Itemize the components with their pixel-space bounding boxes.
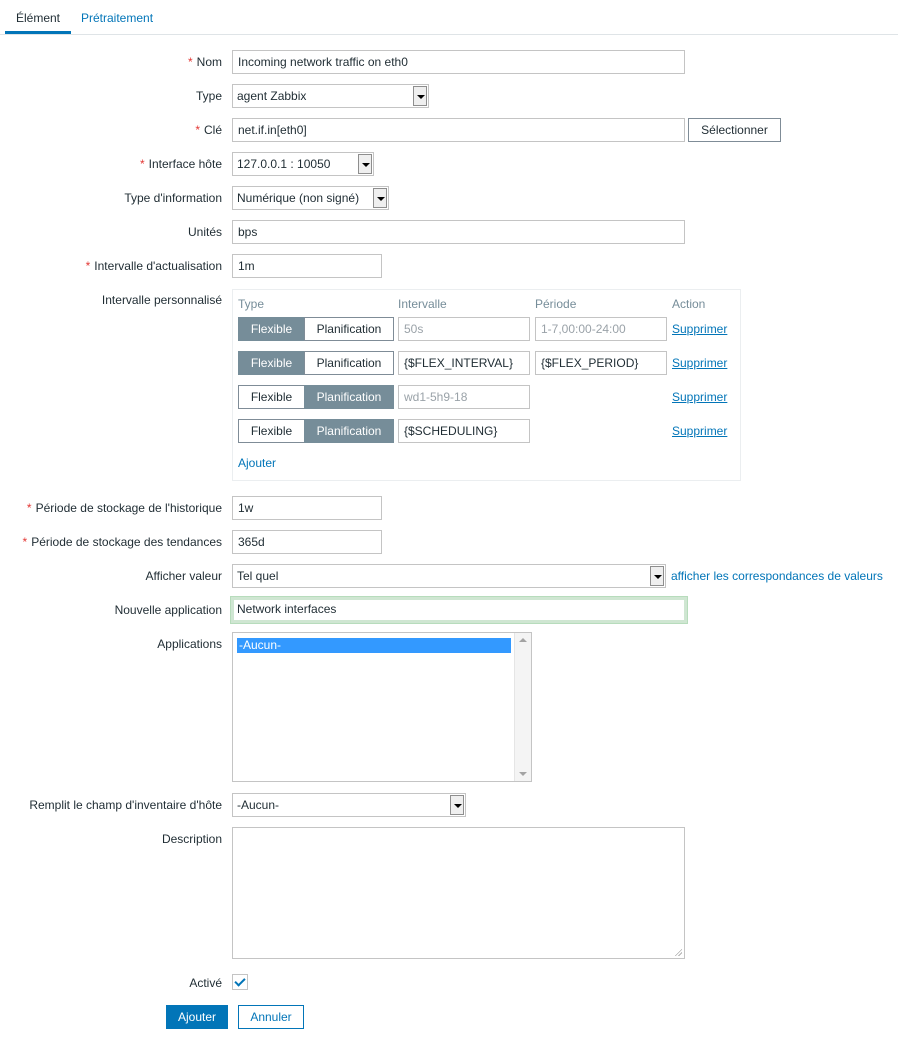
custom-intervals-table bbox=[232, 289, 741, 481]
resize-grip-icon[interactable] bbox=[674, 948, 682, 956]
flexible-toggle[interactable]: Flexible bbox=[238, 385, 305, 409]
key-input[interactable]: net.if.in[eth0] bbox=[232, 118, 685, 142]
value-mappings-link[interactable]: afficher les correspondances de valeurs bbox=[671, 569, 883, 583]
required-marker: * bbox=[85, 259, 91, 273]
type-select-value: agent Zabbix bbox=[237, 89, 307, 103]
applications-label: Applications bbox=[157, 637, 222, 651]
history-label-text: Période de stockage de l'historique bbox=[35, 501, 222, 515]
scroll-up-icon[interactable] bbox=[519, 638, 527, 642]
enabled-label: Activé bbox=[189, 976, 222, 990]
name-label-text: Nom bbox=[196, 55, 222, 69]
column-header-period: Période bbox=[535, 297, 577, 311]
inventory-select[interactable] bbox=[232, 793, 466, 817]
info-type-select[interactable] bbox=[232, 186, 389, 210]
update-interval-label bbox=[86, 258, 222, 274]
scheduling-toggle[interactable]: Planification bbox=[304, 385, 394, 409]
show-value-select[interactable] bbox=[232, 564, 666, 588]
add-interval-link[interactable]: Ajouter bbox=[238, 456, 277, 470]
new-application-label: Nouvelle application bbox=[114, 603, 222, 617]
description-textarea[interactable] bbox=[232, 827, 685, 959]
interval-input[interactable]: wd1-5h9-18 bbox=[398, 385, 530, 409]
interface-label-text: Interface hôte bbox=[148, 157, 222, 171]
history-label bbox=[27, 500, 222, 516]
required-marker: * bbox=[26, 501, 32, 515]
tab-bar bbox=[0, 0, 898, 35]
name-label bbox=[188, 54, 222, 70]
required-marker: * bbox=[195, 123, 200, 137]
interface-select[interactable] bbox=[232, 152, 374, 176]
remove-link[interactable]: Supprimer bbox=[672, 390, 728, 404]
trends-input[interactable]: 365d bbox=[232, 530, 382, 554]
chevron-down-icon bbox=[413, 86, 427, 106]
required-marker: * bbox=[187, 55, 193, 69]
flexible-toggle[interactable]: Flexible bbox=[238, 351, 305, 375]
show-value-label: Afficher valeur bbox=[145, 569, 222, 583]
flexible-toggle[interactable]: Flexible bbox=[238, 317, 305, 341]
key-label bbox=[195, 122, 222, 138]
trends-label bbox=[23, 534, 222, 550]
remove-link[interactable]: Supprimer bbox=[672, 424, 728, 438]
column-header-type: Type bbox=[238, 297, 265, 311]
remove-link[interactable]: Supprimer bbox=[672, 322, 728, 336]
chevron-down-icon bbox=[358, 154, 372, 174]
scrollbar[interactable] bbox=[514, 633, 531, 781]
history-input[interactable]: 1w bbox=[232, 496, 382, 520]
key-label-text: Clé bbox=[203, 123, 222, 137]
interval-input[interactable]: {$FLEX_INTERVAL} bbox=[398, 351, 530, 375]
info-type-select-value: Numérique (non signé) bbox=[237, 191, 360, 205]
cancel-button[interactable]: Annuler bbox=[238, 1005, 304, 1029]
period-input[interactable]: 1-7,00:00-24:00 bbox=[535, 317, 667, 341]
units-label: Unités bbox=[187, 225, 222, 239]
flexible-toggle[interactable]: Flexible bbox=[238, 419, 305, 443]
required-marker: * bbox=[22, 535, 28, 549]
show-value-select-value: Tel quel bbox=[237, 569, 279, 583]
scheduling-toggle[interactable]: Planification bbox=[304, 351, 394, 375]
period-input[interactable]: {$FLEX_PERIOD} bbox=[535, 351, 667, 375]
select-key-button[interactable]: Sélectionner bbox=[688, 118, 781, 142]
add-button[interactable]: Ajouter bbox=[166, 1005, 228, 1029]
type-label: Type bbox=[195, 89, 222, 103]
description-label: Description bbox=[161, 832, 222, 846]
interface-select-value: 127.0.0.1 : 10050 bbox=[237, 157, 331, 171]
inventory-label: Remplit le champ d'inventaire d'hôte bbox=[29, 798, 222, 812]
scheduling-toggle[interactable]: Planification bbox=[304, 317, 394, 341]
chevron-down-icon bbox=[450, 795, 464, 815]
enabled-checkbox[interactable] bbox=[232, 974, 248, 990]
update-interval-label-text: Intervalle d'actualisation bbox=[94, 259, 222, 273]
chevron-down-icon bbox=[373, 188, 387, 208]
trends-label-text: Période de stockage des tendances bbox=[31, 535, 222, 549]
new-application-input[interactable]: Network interfaces bbox=[231, 597, 687, 623]
scheduling-toggle[interactable]: Planification bbox=[304, 419, 394, 443]
update-interval-input[interactable]: 1m bbox=[232, 254, 382, 278]
interval-input[interactable]: 50s bbox=[398, 317, 530, 341]
column-header-action: Action bbox=[672, 297, 706, 311]
scroll-down-icon[interactable] bbox=[519, 772, 527, 776]
custom-intervals-label: Intervalle personnalisé bbox=[101, 293, 222, 307]
column-header-interval: Intervalle bbox=[398, 297, 447, 311]
chevron-down-icon bbox=[650, 566, 664, 586]
tab-preprocessing[interactable]: Prétraitement bbox=[81, 11, 154, 25]
tab-element[interactable]: Élément bbox=[5, 0, 71, 34]
units-input[interactable]: bps bbox=[232, 220, 685, 244]
name-input[interactable]: Incoming network traffic on eth0 bbox=[232, 50, 685, 74]
required-marker: * bbox=[139, 157, 145, 171]
info-type-label: Type d'information bbox=[124, 191, 222, 205]
remove-link[interactable]: Supprimer bbox=[672, 356, 728, 370]
type-select[interactable] bbox=[232, 84, 429, 108]
list-item[interactable]: -Aucun- bbox=[237, 638, 511, 653]
applications-listbox[interactable] bbox=[232, 632, 532, 782]
interface-label bbox=[140, 156, 222, 172]
inventory-select-value: -Aucun- bbox=[237, 798, 280, 812]
interval-input[interactable]: {$SCHEDULING} bbox=[398, 419, 530, 443]
